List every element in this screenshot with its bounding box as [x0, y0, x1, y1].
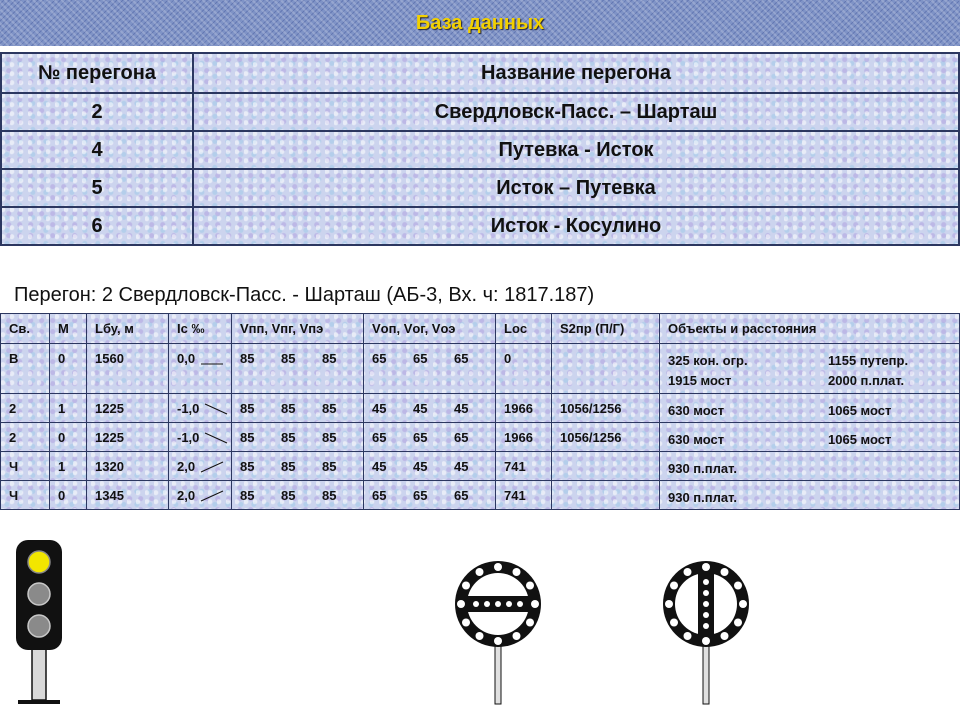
object-entry: 2000 п.плат. [828, 373, 905, 388]
grade-value: 2,0 [177, 459, 196, 474]
speed-value: 85 [240, 401, 255, 416]
speed-value: 85 [322, 488, 337, 503]
object-entry: 1155 путепр. [828, 353, 909, 368]
cell-loc: 1966 [496, 394, 552, 423]
signal-lamp-unlit [28, 615, 50, 637]
speed-value: 85 [322, 459, 337, 474]
object-entry: 1065 мост [828, 403, 892, 418]
speed-value: 45 [454, 459, 469, 474]
header-objects: Объекты и расстояния [660, 314, 960, 344]
segment-name: Путевка - Исток [193, 131, 959, 169]
segment-parameters-table [0, 313, 960, 510]
table-row[interactable] [1, 93, 959, 131]
cell-m: 1 [50, 394, 87, 423]
table-row[interactable] [1, 207, 959, 245]
speed-value: 85 [281, 351, 296, 366]
cell-loc: 741 [496, 452, 552, 481]
speed-value: 65 [372, 488, 387, 503]
cell-v-passenger [232, 452, 364, 481]
cell-objects [660, 423, 960, 452]
cell-loc: 0 [496, 344, 552, 394]
speed-value: 85 [240, 351, 255, 366]
database-table [0, 52, 960, 246]
grade-value: -1,0 [177, 430, 200, 445]
header-m: М [50, 314, 87, 344]
speed-value: 65 [372, 430, 387, 445]
speed-value: 45 [372, 401, 387, 416]
header-signal: Св. [1, 314, 50, 344]
segment-title: Перегон: 2 Свердловск-Пасс. - Шарташ (АБ-3, Вх. ч: 1817.187) [14, 284, 595, 306]
table-row[interactable] [1, 344, 960, 394]
speed-value: 85 [281, 430, 296, 445]
cell-grade [169, 423, 232, 452]
speed-value: 85 [240, 459, 255, 474]
cell-grade [169, 452, 232, 481]
object-entry: 630 мост [668, 403, 725, 418]
speed-value: 65 [413, 430, 428, 445]
cell-v-other [364, 394, 496, 423]
cell-grade [169, 394, 232, 423]
speed-value: 85 [281, 459, 296, 474]
traffic-light-icon [14, 540, 64, 706]
speed-value: 65 [372, 351, 387, 366]
header-loc: Loc [496, 314, 552, 344]
speed-value: 45 [413, 459, 428, 474]
object-entry: 1065 мост [828, 432, 892, 447]
cell-m: 1 [50, 452, 87, 481]
parameters-header-row [1, 314, 960, 344]
cell-grade [169, 481, 232, 510]
cell-v-passenger [232, 394, 364, 423]
cell-block-length: 1560 [87, 344, 169, 394]
segment-name: Исток – Путевка [193, 169, 959, 207]
segment-number: 4 [1, 131, 193, 169]
disc-signal-horizontal-icon [452, 558, 544, 706]
speed-value: 85 [281, 488, 296, 503]
cell-m: 0 [50, 423, 87, 452]
speed-value: 45 [454, 401, 469, 416]
object-entry: 1915 мост [668, 373, 732, 388]
header-grade: Ic ‰ [169, 314, 232, 344]
cell-v-other [364, 344, 496, 394]
cell-s2: 1056/1256 [552, 423, 660, 452]
title-banner [0, 0, 960, 46]
disc-signal-vertical-icon [660, 558, 752, 706]
table-row[interactable] [1, 169, 959, 207]
grade-value: 0,0 [177, 351, 196, 366]
speed-value: 65 [454, 430, 469, 445]
segment-name: Свердловск-Пасс. – Шарташ [193, 93, 959, 131]
header-block-length: Lбу, м [87, 314, 169, 344]
cell-block-length: 1225 [87, 394, 169, 423]
signal-lamp-unlit [28, 583, 50, 605]
header-s2: S2пр (П/Г) [552, 314, 660, 344]
flat-grade-icon [199, 352, 225, 366]
speed-value: 85 [281, 401, 296, 416]
cell-v-passenger [232, 344, 364, 394]
cell-objects [660, 452, 960, 481]
object-entry: 930 п.плат. [668, 490, 737, 505]
database-header-row [1, 53, 959, 93]
cell-v-other [364, 481, 496, 510]
cell-grade [169, 344, 232, 394]
speed-value: 85 [322, 430, 337, 445]
cell-block-length: 1225 [87, 423, 169, 452]
speed-value: 65 [454, 488, 469, 503]
header-segment-name: Название перегона [193, 53, 959, 93]
cell-loc: 1966 [496, 423, 552, 452]
cell-block-length: 1345 [87, 481, 169, 510]
cell-s2: 1056/1256 [552, 394, 660, 423]
speed-value: 65 [413, 488, 428, 503]
cell-v-passenger [232, 481, 364, 510]
speed-value: 85 [240, 430, 255, 445]
cell-v-other [364, 452, 496, 481]
banner-title: База данных [415, 12, 545, 34]
grade-value: 2,0 [177, 488, 196, 503]
table-row[interactable] [1, 423, 960, 452]
speed-value: 85 [240, 488, 255, 503]
speed-value: 45 [372, 459, 387, 474]
segment-number: 6 [1, 207, 193, 245]
cell-s2 [552, 481, 660, 510]
object-entry: 930 п.плат. [668, 461, 737, 476]
cell-signal: 2 [1, 394, 50, 423]
upgrade-icon [199, 489, 225, 503]
upgrade-icon [199, 460, 225, 474]
table-row[interactable] [1, 481, 960, 510]
cell-s2 [552, 452, 660, 481]
table-row[interactable] [1, 452, 960, 481]
cell-m: 0 [50, 481, 87, 510]
object-entry: 630 мост [668, 432, 725, 447]
cell-m: 0 [50, 344, 87, 394]
grade-value: -1,0 [177, 401, 200, 416]
speed-value: 65 [413, 351, 428, 366]
header-v-passenger: Vпп, Vпг, Vпэ [232, 314, 364, 344]
segment-number: 5 [1, 169, 193, 207]
cell-signal: Ч [1, 481, 50, 510]
downgrade-icon [203, 402, 229, 416]
cell-block-length: 1320 [87, 452, 169, 481]
speed-value: 45 [413, 401, 428, 416]
speed-value: 85 [322, 351, 337, 366]
header-segment-number: № перегона [1, 53, 193, 93]
segment-number: 2 [1, 93, 193, 131]
cell-v-other [364, 423, 496, 452]
cell-signal: В [1, 344, 50, 394]
speed-value: 65 [454, 351, 469, 366]
header-v-other: Vоп, Vог, Vоэ [364, 314, 496, 344]
object-entry: 325 кон. огр. [668, 353, 748, 368]
cell-s2 [552, 344, 660, 394]
cell-objects [660, 481, 960, 510]
cell-objects [660, 344, 960, 394]
signal-lamp-yellow [28, 551, 50, 573]
cell-objects [660, 394, 960, 423]
table-row[interactable] [1, 131, 959, 169]
segment-name: Исток - Косулино [193, 207, 959, 245]
cell-v-passenger [232, 423, 364, 452]
cell-signal: Ч [1, 452, 50, 481]
downgrade-icon [203, 431, 229, 445]
speed-value: 85 [322, 401, 337, 416]
table-row[interactable] [1, 394, 960, 423]
cell-loc: 741 [496, 481, 552, 510]
cell-signal: 2 [1, 423, 50, 452]
